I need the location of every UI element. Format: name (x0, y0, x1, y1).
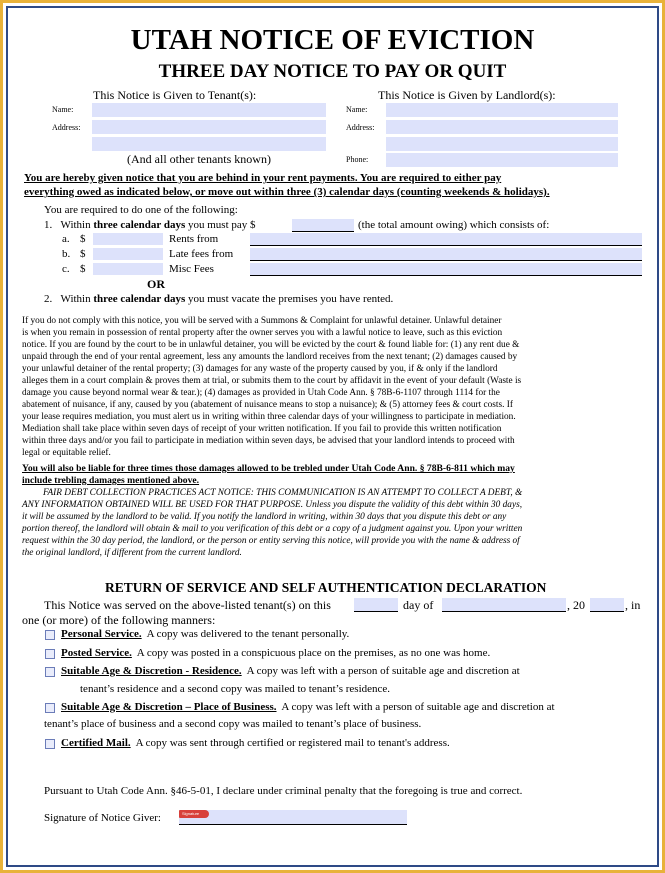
tenant-name-field[interactable] (92, 103, 326, 117)
service-heading: RETURN OF SERVICE AND SELF AUTHENTICATION DECLARATION (105, 580, 547, 595)
posted-service-desc: A copy was posted in a conspicuous place on the premises, as no one was home. (136, 647, 491, 659)
posted-service-title: Posted Service. (61, 647, 132, 659)
legal-line-12: legal or equitable relief. (22, 448, 111, 458)
item-a-amount-field[interactable] (93, 233, 163, 245)
option-1-pre: Within (60, 219, 94, 231)
tenant-heading: This Notice is Given to Tenant(s): (93, 88, 257, 102)
landlord-name-field[interactable] (386, 103, 618, 117)
item-b-dollar: $ (80, 248, 86, 260)
tenant-address-field-2[interactable] (92, 137, 326, 151)
signature-tag-icon (179, 810, 209, 818)
option-2-pre: Within (60, 293, 94, 305)
personal-service-desc: A copy was delivered to the tenant personally. (146, 628, 350, 640)
item-a-underline (250, 233, 642, 246)
tenant-others-note: (And all other tenants known) (127, 152, 271, 166)
or-separator: OR (147, 277, 165, 291)
fdcpa-line-2: ANY INFORMATION OBTAINED WILL BE USED FOR THAT PURPOSE. Unless you dispute the validity of this debt within 30 days, (22, 500, 523, 510)
legal-line-2: is when you remain in possession of rental property after the owner serves you with a lawful notice to leave, such as this eviction (22, 328, 503, 338)
business-service-desc: A copy was left with a person of suitable age and discretion at (281, 701, 555, 713)
legal-line-1: If you do not comply with this notice, you will be served with a Summons & Complaint for unlawful detainer. Unlawful detainer (22, 316, 502, 326)
landlord-address-field-2[interactable] (386, 137, 618, 151)
legal-line-10: Mediation shall take place within seven days of receipt of your written notification. If you fail to provide this written notification (22, 424, 502, 434)
landlord-phone-label: Phone: (346, 155, 369, 164)
fdcpa-line-4: portion thereof, the landlord will obtain & mail to you verification of this debt or a copy of a judgment against you. Upon your written (22, 524, 523, 534)
business-service-row (61, 701, 555, 713)
tenant-name-label: Name: (52, 105, 74, 114)
certified-mail-title: Certified Mail. (61, 737, 131, 749)
notice-line-1: You are hereby given notice that you are behind in your rent payments. You are required to either pay (24, 172, 502, 184)
business-service-title: Suitable Age & Discretion – Place of Business. (61, 701, 277, 713)
item-c-label: Misc Fees (169, 263, 214, 275)
personal-service-row (61, 628, 349, 640)
tenant-address-field-1[interactable] (92, 120, 326, 134)
option-2-post: you must vacate the premises you have rented. (185, 293, 394, 305)
residence-service-checkbox[interactable] (45, 667, 55, 677)
legal-line-11: within three days and/or you fail to participate in mediation within seven days, be advised that your landlord intends to proceed with (22, 436, 515, 446)
service-year-label: , 20 (567, 598, 585, 612)
signature-tag-text: Signature (182, 811, 200, 816)
legal-line-9: your lease requires mediation, you must alert us in writing within three calendar days of your willingness to participate in mediation. (22, 412, 516, 422)
residence-service-title: Suitable Age & Discretion - Residence. (61, 665, 242, 677)
residence-service-desc: A copy was left with a person of suitable age and discretion at (246, 665, 520, 677)
legal-line-7: damage you cause beyond normal wear & tear.); (4) damages as provided in Utah Code Ann. § 78B-6-1107 through 1114 for the (22, 388, 500, 398)
item-a-dollar: $ (80, 233, 86, 245)
option-1-mid: you must pay $ (185, 219, 256, 231)
certified-mail-checkbox[interactable] (45, 739, 55, 749)
treble-line-2: include trebling damages mentioned above. (22, 475, 200, 486)
business-service-desc-2: tenant’s place of business and a second copy was mailed to tenant’s place of business. (44, 718, 422, 730)
option-1-bold: three calendar days (93, 219, 186, 231)
legal-line-5: your unlawful detainer of the rental property; (3) damages for any waste of the property caused by you, if & only if the landlord (22, 364, 498, 374)
service-year-underline (590, 598, 624, 612)
item-c-dollar: $ (80, 263, 86, 275)
certified-mail-desc: A copy was sent through certified or registered mail to tenant's address. (135, 737, 450, 749)
service-intro: This Notice was served on the above-listed tenant(s) on this (44, 598, 331, 612)
legal-line-3: notice. If you are found by the court to be in unlawful detainer, you will be evicted by the court & found liable for: (1) any rent due & (22, 340, 520, 350)
option-2-text (44, 293, 393, 305)
business-service-checkbox[interactable] (45, 703, 55, 713)
item-c-amount-field[interactable] (93, 263, 163, 275)
landlord-address-label: Address: (346, 123, 375, 132)
service-day-label: day of (403, 598, 434, 612)
posted-service-row (61, 647, 490, 659)
posted-service-checkbox[interactable] (45, 649, 55, 659)
landlord-name-label: Name: (346, 105, 368, 114)
fdcpa-line-1: FAIR DEBT COLLECTION PRACTICES ACT NOTICE: THIS COMMUNICATION IS AN ATTEMPT TO COLLECT A DEBT, & (43, 488, 523, 498)
residence-service-desc-2: tenant’s residence and a second copy was mailed to tenant’s residence. (80, 683, 391, 695)
treble-line-1: You will also be liable for three times those damages allowed to be trebled under Utah Code Ann. § 78B-6-811 which may (22, 463, 515, 474)
service-intro-line-2: one (or more) of the following manners: (22, 613, 216, 627)
notice-line-2: everything owed as indicated below, or move out within three (3) calendar days (counting weekends & holidays). (24, 186, 550, 198)
page-title: UTAH NOTICE OF EVICTION (130, 24, 535, 56)
page-subtitle: THREE DAY NOTICE TO PAY OR QUIT (158, 61, 507, 82)
fdcpa-line-6: the original landlord, if different from the current landlord. (22, 548, 242, 558)
landlord-heading: This Notice is Given by Landlord(s): (378, 88, 556, 102)
fdcpa-line-3: it will be assumed by the landlord to be valid. If you notify the landlord in writing, within 30 days that you dispute this debt or any (22, 512, 507, 522)
option-2-number: 2. (44, 293, 53, 305)
residence-service-row (61, 665, 520, 677)
item-a-label: Rents from (169, 233, 219, 245)
personal-service-checkbox[interactable] (45, 630, 55, 640)
option-1-text (44, 219, 256, 231)
options-intro: You are required to do one of the following: (44, 204, 238, 216)
item-c-underline (250, 263, 642, 276)
item-c-letter: c. (62, 263, 70, 275)
personal-service-title: Personal Service. (61, 628, 142, 640)
item-b-underline (250, 248, 642, 261)
item-b-label: Late fees from (169, 248, 234, 260)
legal-line-8: abatement of nuisance, if any, caused by you (abatement of nuisance means to stop a nuisance); & (5) attorney fees & court costs. If (22, 400, 513, 410)
item-b-amount-field[interactable] (93, 248, 163, 260)
option-2-bold: three calendar days (93, 293, 186, 305)
total-amount-underline (292, 219, 354, 232)
certified-mail-row (61, 737, 450, 749)
service-month-underline (442, 598, 566, 612)
service-day-underline (354, 598, 398, 612)
service-in-label: , in (625, 598, 641, 612)
signature-label: Signature of Notice Giver: (44, 812, 161, 824)
option-1-number: 1. (44, 219, 53, 231)
legal-line-6: alleges them in a court complain & proves them at trial, or submits them to the court by affidavit in the event of your default (Waste is (22, 376, 522, 386)
fdcpa-line-5: request within the 30 day period, the landlord, or the person or entity serving this notice, will provide you with the name & address of (22, 536, 520, 546)
item-a-letter: a. (62, 233, 70, 245)
tenant-address-label: Address: (52, 123, 81, 132)
landlord-address-field-1[interactable] (386, 120, 618, 134)
option-1-post: (the total amount owing) which consists of: (358, 219, 550, 231)
declaration-text: Pursuant to Utah Code Ann. §46-5-01, I declare under criminal penalty that the foregoing is true and correct. (44, 785, 523, 797)
item-b-letter: b. (62, 248, 71, 260)
landlord-phone-field[interactable] (386, 153, 618, 167)
legal-line-4: unpaid through the end of your rental agreement, less any amounts the landlord receives from the next tenant; (2) damages caused by (22, 352, 518, 362)
signature-underline (179, 810, 407, 825)
